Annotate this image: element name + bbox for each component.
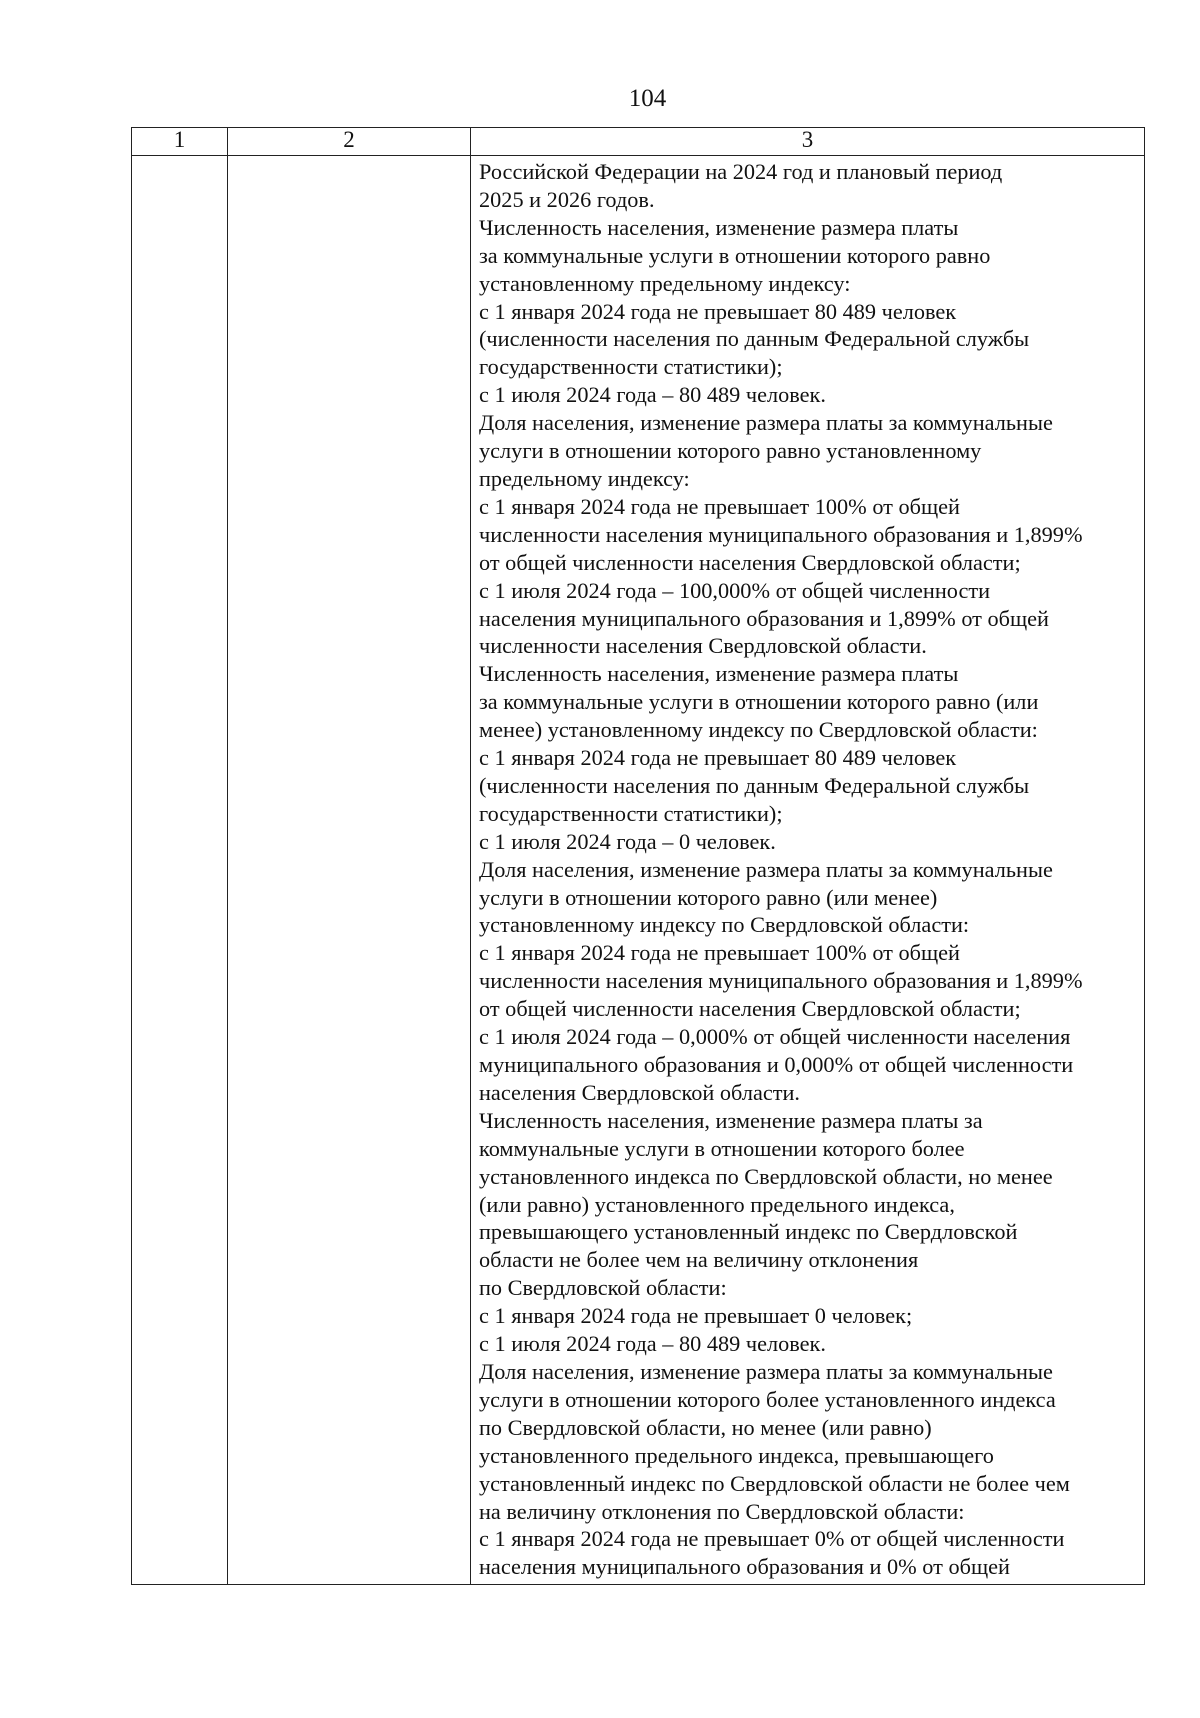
text-line: Доля населения, изменение размера платы за коммунальные xyxy=(479,410,1053,436)
text-line: муниципального образования и 0,000% от общей численности xyxy=(479,1052,1074,1077)
text-line: Численность населения, изменение размера платы xyxy=(479,661,959,687)
column-header-2: 2 xyxy=(228,128,471,156)
column-header-3: 3 xyxy=(471,128,1145,156)
cell-column-1 xyxy=(132,156,228,1585)
text-line: установленного предельного индекса, превышающего xyxy=(479,1442,994,1468)
text-line: с 1 июля 2024 года – 0 человек. xyxy=(479,828,776,854)
text-line: с 1 июля 2024 года – 80 489 человек. xyxy=(479,1331,826,1357)
text-line: с 1 июля 2024 года – 100,000% от общей численности xyxy=(479,577,991,603)
text-line: с 1 января 2024 года не превышает 100% от общей xyxy=(479,493,960,519)
text-line: с 1 июля 2024 года – 0,000% от общей численности населения xyxy=(479,1024,1071,1050)
text-line: установленному предельному индексу: xyxy=(479,270,851,296)
document-table xyxy=(131,127,1145,1585)
text-line: (численности населения по данным Федеральной службы xyxy=(479,326,1030,352)
table-header-row xyxy=(132,128,1145,156)
text-line: Доля населения, изменение размера платы за коммунальные xyxy=(479,1358,1053,1384)
text-line: населения муниципального образования и 1,899% от общей xyxy=(479,605,1049,631)
text-line: (или равно) установленного предельного индекса, xyxy=(479,1191,955,1217)
text-line: государственности статистики); xyxy=(479,354,783,380)
text-line: с 1 января 2024 года не превышает 0% от общей численности xyxy=(479,1526,1065,1552)
text-line: Российской Федерации на 2024 год и плановый период xyxy=(479,159,1003,184)
text-line: 2025 и 2026 годов. xyxy=(479,186,655,212)
column-header-1: 1 xyxy=(132,128,228,156)
text-line: населения Свердловской области. xyxy=(479,1079,801,1105)
text-line: с 1 января 2024 года не превышает 0 человек; xyxy=(479,1303,913,1329)
text-line: услуги в отношении которого равно (или менее) xyxy=(479,884,938,910)
text-line: установленный индекс по Свердловской области не более чем xyxy=(479,1470,1070,1496)
text-line: с 1 января 2024 года не превышает 80 489 человек xyxy=(479,298,957,324)
text-line: численности населения муниципального образования и 1,899% xyxy=(479,968,1083,994)
text-line: услуги в отношении которого равно установленному xyxy=(479,438,982,464)
text-line: превышающего установленный индекс по Свердловской xyxy=(479,1219,1018,1245)
text-line: (численности населения по данным Федеральной службы xyxy=(479,772,1030,798)
text-line: Численность населения, изменение размера платы xyxy=(479,214,959,240)
column-3-text xyxy=(471,156,1144,1581)
text-line: с 1 января 2024 года не превышает 80 489 человек xyxy=(479,745,957,771)
text-line: Численность населения, изменение размера платы за xyxy=(479,1107,983,1133)
text-line: установленного индекса по Свердловской области, но менее xyxy=(479,1163,1053,1189)
text-line: численности населения Свердловской области. xyxy=(479,633,927,659)
text-line: с 1 января 2024 года не превышает 100% от общей xyxy=(479,940,960,966)
text-line: за коммунальные услуги в отношении которого равно (или xyxy=(479,689,1039,715)
text-line: по Свердловской области, но менее (или равно) xyxy=(479,1414,932,1440)
text-line: от общей численности населения Свердловской области; xyxy=(479,996,1021,1022)
text-line: по Свердловской области: xyxy=(479,1275,727,1301)
text-line: государственности статистики); xyxy=(479,800,783,826)
text-line: области не более чем на величину отклонения xyxy=(479,1247,919,1273)
text-line: коммунальные услуги в отношении которого более xyxy=(479,1135,965,1161)
text-line: установленному индексу по Свердловской области: xyxy=(479,912,970,938)
text-line: за коммунальные услуги в отношении которого равно xyxy=(479,242,991,268)
table-row xyxy=(132,156,1145,1585)
text-line: Доля населения, изменение размера платы за коммунальные xyxy=(479,856,1053,882)
text-line: населения муниципального образования и 0% от общей xyxy=(479,1554,1010,1580)
text-line: с 1 июля 2024 года – 80 489 человек. xyxy=(479,382,826,408)
text-line: услуги в отношении которого более установленного индекса xyxy=(479,1386,1056,1412)
page-number: 104 xyxy=(628,85,667,112)
cell-column-3 xyxy=(471,156,1145,1585)
text-line: от общей численности населения Свердловской области; xyxy=(479,549,1021,575)
text-line: предельному индексу: xyxy=(479,465,690,491)
cell-column-2 xyxy=(228,156,471,1585)
text-line: менее) установленному индексу по Свердловской области: xyxy=(479,717,1038,743)
text-line: численности населения муниципального образования и 1,899% xyxy=(479,521,1083,547)
text-line: на величину отклонения по Свердловской области: xyxy=(479,1498,965,1524)
